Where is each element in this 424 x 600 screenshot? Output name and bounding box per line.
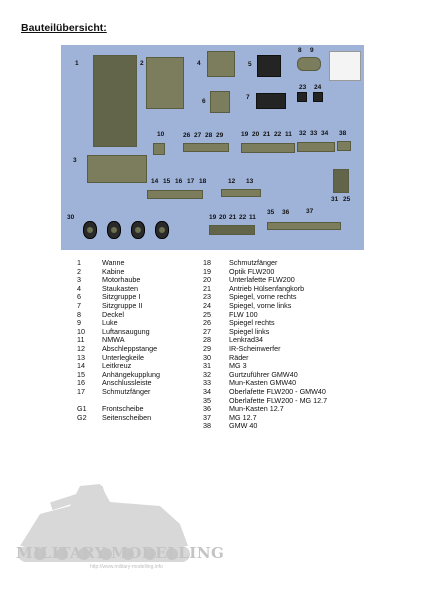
photo-label: 18 bbox=[199, 178, 207, 185]
legend-description: Räder bbox=[229, 352, 249, 362]
legend-number: 23 bbox=[203, 292, 211, 302]
photo-label: 37 bbox=[306, 208, 314, 215]
photo-label: 35 bbox=[267, 209, 275, 216]
legend-number: 27 bbox=[203, 326, 211, 336]
legend-number: 11 bbox=[77, 335, 85, 345]
legend-description: Schmutzfänger bbox=[229, 258, 278, 267]
legend-description: Sitzgruppe II bbox=[102, 300, 143, 310]
legend-row bbox=[203, 422, 403, 431]
photo-label: 21 bbox=[263, 131, 271, 138]
legend-number: 37 bbox=[203, 412, 211, 422]
legend-number: G1 bbox=[77, 404, 87, 414]
legend-description: Seitenscheiben bbox=[102, 412, 152, 422]
legend-description: Unterlafette FLW200 bbox=[229, 275, 295, 285]
photo-label: 10 bbox=[157, 131, 165, 138]
legend-number: 16 bbox=[77, 378, 85, 388]
photo-label: 20 bbox=[252, 131, 260, 138]
part-spiegel-23 bbox=[297, 92, 307, 102]
part-mg127-group bbox=[267, 222, 341, 230]
watermark bbox=[10, 476, 225, 586]
photo-label: 2 bbox=[140, 60, 144, 67]
legend-description: Spiegel rechts bbox=[229, 318, 275, 328]
photo-label: 16 bbox=[175, 178, 183, 185]
legend-number: 32 bbox=[203, 369, 211, 379]
legend-number: 24 bbox=[203, 300, 211, 310]
legend-description: Sitzgruppe I bbox=[102, 292, 141, 302]
legend-number: 9 bbox=[77, 318, 81, 328]
legend-left bbox=[77, 259, 197, 422]
legend-number: 1 bbox=[77, 258, 81, 267]
part-abschleppstange bbox=[221, 189, 261, 197]
legend-description: Abschleppstange bbox=[102, 343, 158, 353]
photo-label: 34 bbox=[321, 130, 329, 137]
legend-description: Motorhaube bbox=[102, 275, 141, 285]
legend-number: 25 bbox=[203, 309, 211, 319]
part-spiegel-group bbox=[183, 143, 229, 152]
photo-label: 4 bbox=[197, 60, 201, 67]
legend-right bbox=[203, 259, 403, 431]
wheel bbox=[131, 221, 145, 239]
legend-description: FLW 100 bbox=[229, 309, 258, 319]
photo-label: 8 bbox=[298, 47, 302, 54]
legend-description: MG 3 bbox=[229, 361, 247, 371]
part-motorhaube bbox=[87, 155, 147, 183]
photo-label: 22 bbox=[239, 214, 247, 221]
photo-label: 20 bbox=[219, 214, 227, 221]
legend-description: Frontscheibe bbox=[102, 404, 144, 414]
legend-number: 35 bbox=[203, 395, 211, 405]
part-deckel bbox=[297, 57, 321, 71]
part-sitzgruppe-5 bbox=[257, 55, 281, 77]
legend-description: Anschlussleiste bbox=[102, 378, 152, 388]
legend-row bbox=[77, 328, 197, 337]
legend-row bbox=[77, 311, 197, 320]
legend-description: Oberlafette FLW200 - GMW40 bbox=[229, 386, 326, 396]
photo-label: 32 bbox=[299, 130, 307, 137]
photo-label: 21 bbox=[229, 214, 237, 221]
photo-label: 11 bbox=[249, 214, 256, 221]
legend-number: 34 bbox=[203, 386, 211, 396]
legend-description: IR-Scheinwerfer bbox=[229, 343, 281, 353]
photo-label: 38 bbox=[339, 130, 347, 137]
part-staukasten bbox=[207, 51, 235, 77]
legend-description: Optik FLW200 bbox=[229, 266, 275, 276]
wheel bbox=[107, 221, 121, 239]
legend-description: Spiegel, vorne rechts bbox=[229, 292, 297, 302]
legend-row bbox=[77, 414, 197, 423]
legend-description: Deckel bbox=[102, 309, 124, 319]
legend-number: 17 bbox=[77, 386, 85, 396]
legend-number: 2 bbox=[77, 266, 81, 276]
photo-label: 9 bbox=[310, 47, 314, 54]
legend-number: 3 bbox=[77, 275, 81, 285]
legend-description: Lenkrad34 bbox=[229, 335, 263, 345]
photo-label: 27 bbox=[194, 132, 202, 139]
part-flw200-group-bottom bbox=[209, 225, 255, 235]
photo-label: 19 bbox=[241, 131, 249, 138]
legend-row bbox=[77, 388, 197, 397]
legend-description: Leitkreuz bbox=[102, 361, 132, 371]
legend-description: Schmutzfänger bbox=[102, 386, 151, 396]
photo-label: 6 bbox=[202, 98, 206, 105]
legend-description: Antrieb Hülsenfangkorb bbox=[229, 283, 305, 293]
photo-label: 24 bbox=[314, 84, 322, 91]
legend-number: 18 bbox=[203, 258, 211, 267]
photo-label: 30 bbox=[67, 214, 75, 221]
photo-label: 11 bbox=[285, 131, 292, 138]
photo-label: 7 bbox=[246, 94, 250, 101]
legend-number: 21 bbox=[203, 283, 211, 293]
legend-description: Luftansaugung bbox=[102, 326, 150, 336]
part-gmw40 bbox=[337, 141, 351, 151]
legend-description: Mun-Kasten 12.7 bbox=[229, 404, 284, 414]
photo-label: 19 bbox=[209, 214, 217, 221]
legend-number: G2 bbox=[77, 412, 87, 422]
photo-label: 12 bbox=[228, 178, 236, 185]
legend-number: 30 bbox=[203, 352, 211, 362]
legend-description: Anhängekupplung bbox=[102, 369, 160, 379]
part-mg3 bbox=[333, 169, 349, 193]
parts-photo bbox=[61, 45, 364, 250]
wheel bbox=[155, 221, 169, 239]
legend-description: MG 12.7 bbox=[229, 412, 257, 422]
part-flw200-group-top bbox=[241, 143, 295, 153]
photo-label: 23 bbox=[299, 84, 307, 91]
photo-label: 33 bbox=[310, 130, 318, 137]
photo-label: 5 bbox=[248, 61, 252, 68]
photo-label: 14 bbox=[151, 178, 159, 185]
photo-label: 29 bbox=[216, 132, 224, 139]
photo-label: 1 bbox=[75, 60, 79, 67]
photo-label: 31 bbox=[331, 196, 339, 203]
legend-number: 26 bbox=[203, 318, 211, 328]
wheel bbox=[83, 221, 97, 239]
photo-label: 22 bbox=[274, 131, 282, 138]
legend-number: 14 bbox=[77, 361, 85, 371]
photo-label: 13 bbox=[246, 178, 254, 185]
legend-number: 28 bbox=[203, 335, 211, 345]
legend-number: 12 bbox=[77, 343, 85, 353]
legend-description: NMWA bbox=[102, 335, 125, 345]
part-gmw40-group bbox=[297, 142, 335, 152]
photo-label: 17 bbox=[187, 178, 195, 185]
legend-row bbox=[77, 302, 197, 311]
photo-label: 25 bbox=[343, 196, 351, 203]
legend-description: Wanne bbox=[102, 258, 125, 267]
page-heading: Bauteilübersicht: bbox=[21, 22, 107, 34]
photo-label: 26 bbox=[183, 132, 191, 139]
part-kabine bbox=[146, 57, 184, 109]
photo-label: 28 bbox=[205, 132, 213, 139]
legend-number: 19 bbox=[203, 266, 211, 276]
legend-number: 29 bbox=[203, 343, 211, 353]
legend-description: Spiegel links bbox=[229, 326, 270, 336]
legend-number: 13 bbox=[77, 352, 85, 362]
legend-number: 31 bbox=[203, 361, 211, 371]
watermark-title: MILITARY-MODELLING bbox=[16, 544, 225, 562]
legend-number: 6 bbox=[77, 292, 81, 302]
legend-number: 38 bbox=[203, 421, 211, 431]
legend-number: 36 bbox=[203, 404, 211, 414]
legend-description: Luke bbox=[102, 318, 118, 328]
legend-description: Unterlegkeile bbox=[102, 352, 144, 362]
part-spiegel-24 bbox=[313, 92, 323, 102]
legend-description: Kabine bbox=[102, 266, 125, 276]
legend-number: 20 bbox=[203, 275, 211, 285]
legend-number: 7 bbox=[77, 300, 81, 310]
legend-description: Oberlafette FLW200 - MG 12.7 bbox=[229, 395, 328, 405]
legend-description: Spiegel, vorne links bbox=[229, 300, 292, 310]
legend-description: GMW 40 bbox=[229, 421, 258, 431]
part-frontscheibe bbox=[329, 51, 361, 81]
legend-description: Mun-Kasten GMW40 bbox=[229, 378, 297, 388]
legend-row bbox=[77, 259, 197, 268]
legend-description: Gurtzuführer GMW40 bbox=[229, 369, 298, 379]
legend-number: 10 bbox=[77, 326, 85, 336]
part-wanne bbox=[93, 55, 137, 147]
part-sitzgruppe-1 bbox=[210, 91, 230, 113]
legend-number: 15 bbox=[77, 369, 85, 379]
legend-number: 4 bbox=[77, 283, 81, 293]
legend-number: 33 bbox=[203, 378, 211, 388]
photo-label: 3 bbox=[73, 157, 77, 164]
photo-label: 15 bbox=[163, 178, 171, 185]
watermark-url: http://www.military-modelling.info bbox=[90, 564, 163, 570]
legend-number: 8 bbox=[77, 309, 81, 319]
legend-row bbox=[77, 354, 197, 363]
part-sitzgruppe-2 bbox=[256, 93, 286, 109]
part-leitkreuz-group bbox=[147, 190, 203, 199]
photo-label: 36 bbox=[282, 209, 290, 216]
part-luftansaugung bbox=[153, 143, 165, 155]
legend-description: Staukasten bbox=[102, 283, 138, 293]
